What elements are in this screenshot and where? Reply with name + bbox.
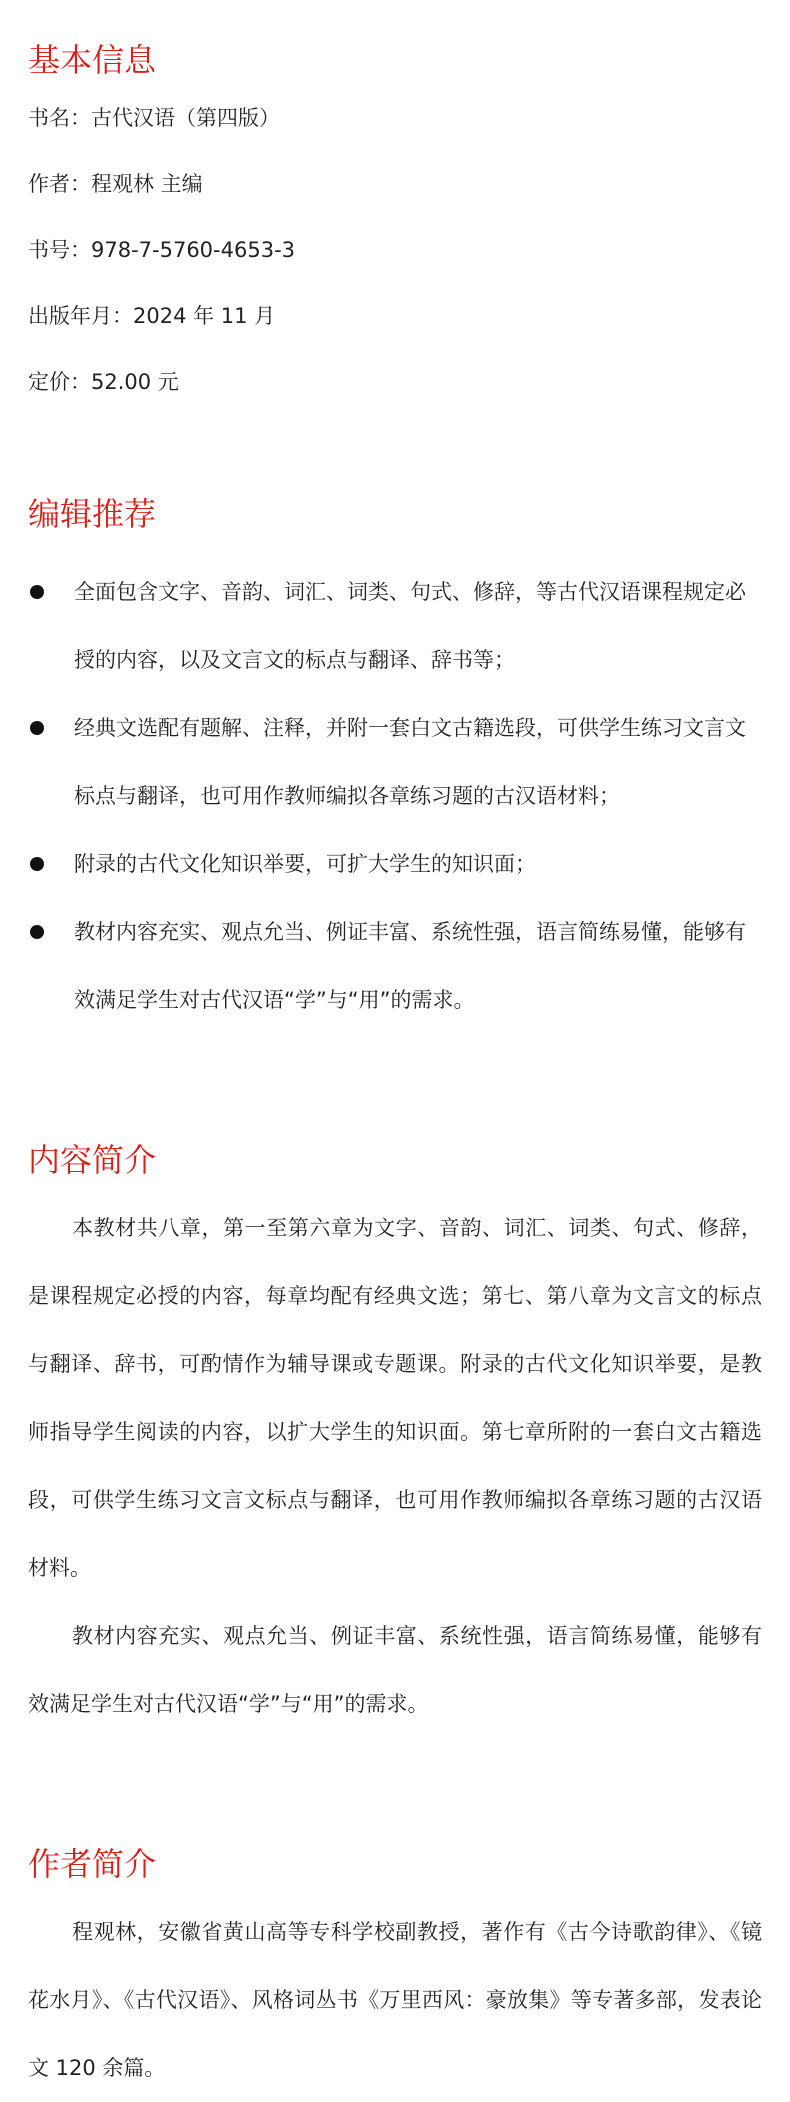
basic-info-section: [28, 0, 762, 398]
editor-recommend-section: [28, 492, 762, 1034]
recommend-item: [28, 558, 762, 694]
author-intro-heading: 作者简介: [28, 1845, 157, 1883]
content-intro-heading: 内容简介: [28, 1141, 157, 1179]
bullet-dot-icon: [30, 585, 44, 599]
author-paragraph: 程观林，安徽省黄山高等专科学校副教授，著作有《古今诗歌韵律》、《镜花水月》、《古代汉语》、风格词丛书《万里西风：豪放集》等专著多部，发表论文 120 余篇。: [28, 1920, 762, 2080]
bullet-dot-icon: [30, 857, 44, 871]
recommend-item: [28, 830, 762, 898]
basic-info-heading: 基本信息: [28, 41, 157, 79]
recommend-item: [28, 694, 762, 830]
recommend-item-text: 全面包含文字、音韵、词汇、词类、句式、修辞，等古代汉语课程规定必授的内容，以及文言文的标点与翻译、辞书等；: [74, 580, 746, 672]
intro-paragraph: 教材内容充实、观点允当、例证丰富、系统性强，语言简练易懂，能够有效满足学生对古代汉语“学”与“用”的需求。: [28, 1624, 762, 1716]
content-intro-body: [28, 1194, 762, 1738]
recommend-item: [28, 898, 762, 1034]
book-author: 作者：程观林 主编: [28, 172, 203, 196]
book-price: 定价：52.00 元: [28, 370, 179, 394]
bullet-dot-icon: [30, 925, 44, 939]
bullet-dot-icon: [30, 721, 44, 735]
editor-recommend-heading: 编辑推荐: [28, 495, 157, 533]
book-title: 书名：古代汉语（第四版）: [28, 106, 280, 130]
recommend-item-text: 教材内容充实、观点允当、例证丰富、系统性强，语言简练易懂，能够有效满足学生对古代汉语“学”与“用”的需求。: [74, 920, 746, 1012]
book-pub-date: 出版年月：2024 年 11 月: [28, 304, 276, 328]
intro-paragraph: 本教材共八章，第一至第六章为文字、音韵、词汇、词类、句式、修辞，是课程规定必授的内容，每章均配有经典文选；第七、第八章为文言文的标点与翻译、辞书，可酌情作为辅导课或专题课。附录的古代文化知识举要，是教师指导学生阅读的内容，以扩大学生的知识面。第七章所附的一套白文古籍选段，可供学生练习文言文标点与翻译，也可用作教师编拟各章练习题的古汉语材料。: [28, 1216, 762, 1580]
book-isbn: 书号：978-7-5760-4653-3: [28, 238, 296, 262]
recommend-item-text: 经典文选配有题解、注释，并附一套白文古籍选段，可供学生练习文言文标点与翻译，也可用作教师编拟各章练习题的古汉语材料；: [74, 716, 746, 808]
recommend-list: [28, 558, 762, 1034]
author-intro-section: [28, 1842, 762, 2102]
content-intro-section: [28, 1138, 762, 1738]
author-intro-body: [28, 1898, 762, 2102]
recommend-item-text: 附录的古代文化知识举要，可扩大学生的知识面；: [74, 852, 536, 876]
